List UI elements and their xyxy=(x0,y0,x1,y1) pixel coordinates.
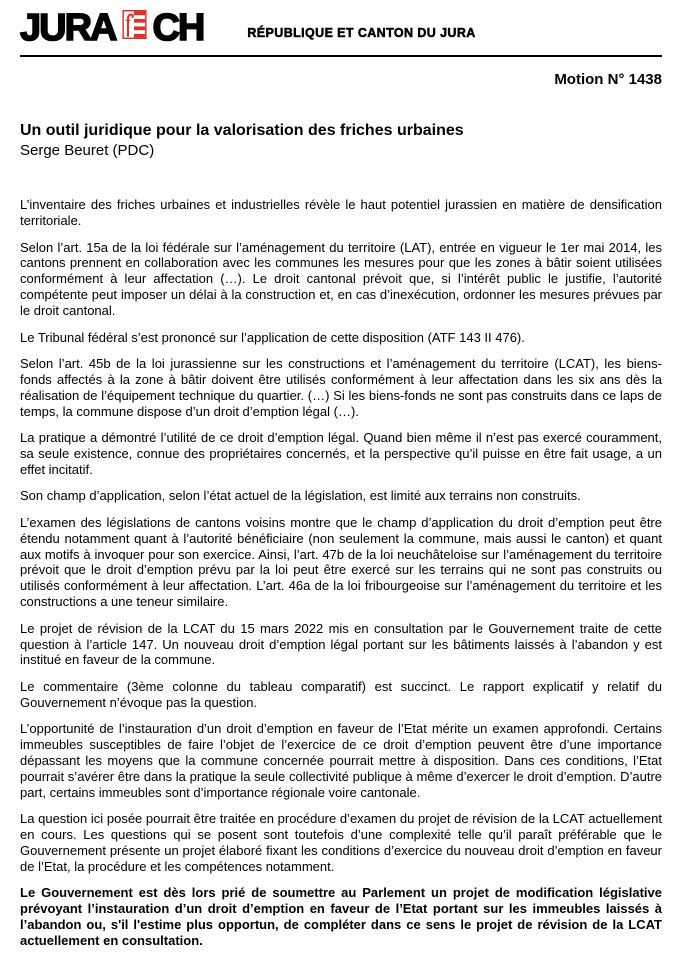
header-divider xyxy=(20,55,662,57)
paragraph: La question ici posée pourrait être traitée en procédure d’examen du projet de révision de la LCAT actuellement en cours. Les questions qui se posent sont toutefois d’une complexité telle qu’il paraît préférable que le Gouvernement présente un projet élaboré fixant les conditions d’exercice du nouveau droit d’emption en faveur de l’Etat, la procédure et les compétences notamment. xyxy=(20,811,662,874)
logo-text-jura: JURA xyxy=(20,7,116,49)
jura-ch-logo xyxy=(20,8,203,48)
paragraph: L’examen des législations de cantons voisins montre que le champ d’application du droit d’emption peut être étendu notamment quant à l’autorité bénéficiaire (non seulement la commune, mais aussi le canton) et quant aux motifs à invoquer pour son exercice. Ainsi, l’art. 47b de la loi neuchâteloise sur l’aménagement du territoire prévoit que le droit d’emption prévu par la loi peut être exercé sur les terrains qui ne sont pas construits ou utilisés conformément à leur affectation. L’art. 46a de la loi fribourgeoise sur l’aménagement du territoire et les constructions a une teneur similaire. xyxy=(20,514,662,610)
paragraph: Le projet de révision de la LCAT du 15 mars 2022 mis en consultation par le Gouvernement traite de cette question à l’article 147. Un nouveau droit d’emption légal portant sur les bâtiments laissés à l’abandon y est institué en faveur de la commune. xyxy=(20,620,662,668)
paragraph: Le commentaire (3ème colonne du tableau comparatif) est succinct. Le rapport explicatif y relatif du Gouvernement n’évoque pas la question. xyxy=(20,678,662,710)
paragraph: Le Gouvernement est dès lors prié de soumettre au Parlement un projet de modification législative prévoyant l’instauration d’un droit d’emption en faveur de l’Etat portant sur les immeubles laissés à l’abandon ou, s'il l'estime plus opportun, de compléter dans ce sens le projet de révision de la LCAT actuellement en consultation. xyxy=(20,885,662,949)
jura-coat-of-arms-icon xyxy=(122,8,147,46)
canton-subtitle: RÉPUBLIQUE ET CANTON DU JURA xyxy=(247,26,476,40)
paragraph: Son champ d’application, selon l’état actuel de la législation, est limité aux terrains non construits. xyxy=(20,488,581,504)
paragraph: Le Tribunal fédéral s’est prononcé sur l’application de cette disposition (ATF 143 II 476). xyxy=(20,329,525,345)
author-line: Serge Beuret (PDC) xyxy=(20,142,155,160)
page-title: Un outil juridique pour la valorisation des friches urbaines xyxy=(20,122,464,139)
paragraph: Selon l’art. 15a de la loi fédérale sur l’aménagement du territoire (LAT), entrée en vigueur le 1er mai 2014, les cantons prennent en collaboration avec les communes les mesures pour que les zones à bâtir soient utilisées conformément à leur affectation (…). Le droit cantonal prévoit que, si l’intérêt public le justifie, l’autorité compétente peut imposer un délai à la construction et, en cas d’inexécution, ordonner les mesures prévues par le droit cantonal. xyxy=(20,239,662,319)
motion-number: Motion N° 1438 xyxy=(554,71,662,88)
paragraph: La pratique a démontré l’utilité de ce droit d’emption légal. Quand bien même il n’est pas exercé couramment, sa seule existence, connue des propriétaires concernés, et la perspective qu’il puisse en être fait usage, a un effet incitatif. xyxy=(20,430,662,477)
paragraph: L’inventaire des friches urbaines et industrielles révèle le haut potentiel jurassien en matière de densification territoriale. xyxy=(20,197,662,229)
paragraph: Selon l’art. 45b de la loi jurassienne sur les constructions et l’aménagement du territoire (LCAT), les biens-fonds affectés à la zone à bâtir doivent être utilisés conformément à leur affectation dans les six ans dès la réalisation de l’équipement technique du quartier. (…) Si les biens-fonds ne sont pas construits dans ce laps de temps, la commune dispose d’un droit d’emption légal (…). xyxy=(20,355,662,419)
document-body xyxy=(20,197,662,949)
logo-text-ch: CH xyxy=(152,7,204,49)
header xyxy=(20,8,662,48)
paragraph: L’opportunité de l’instauration d’un droit d’emption en faveur de l’Etat mérite un examen approfondi. Certains immeubles susceptibles de faire l’objet de l’exercice de ce droit d’emption peuvent être d’une importance dépassant les moyens que la commune concernée pourrait mettre à disposition. Dans ces conditions, l’Etat pourrait s’avérer être dans la pratique la seule collectivité publique à même d’exercer le droit d’emption. D’autre part, certains immeubles sont d’importance régionale voire cantonale. xyxy=(20,721,662,800)
